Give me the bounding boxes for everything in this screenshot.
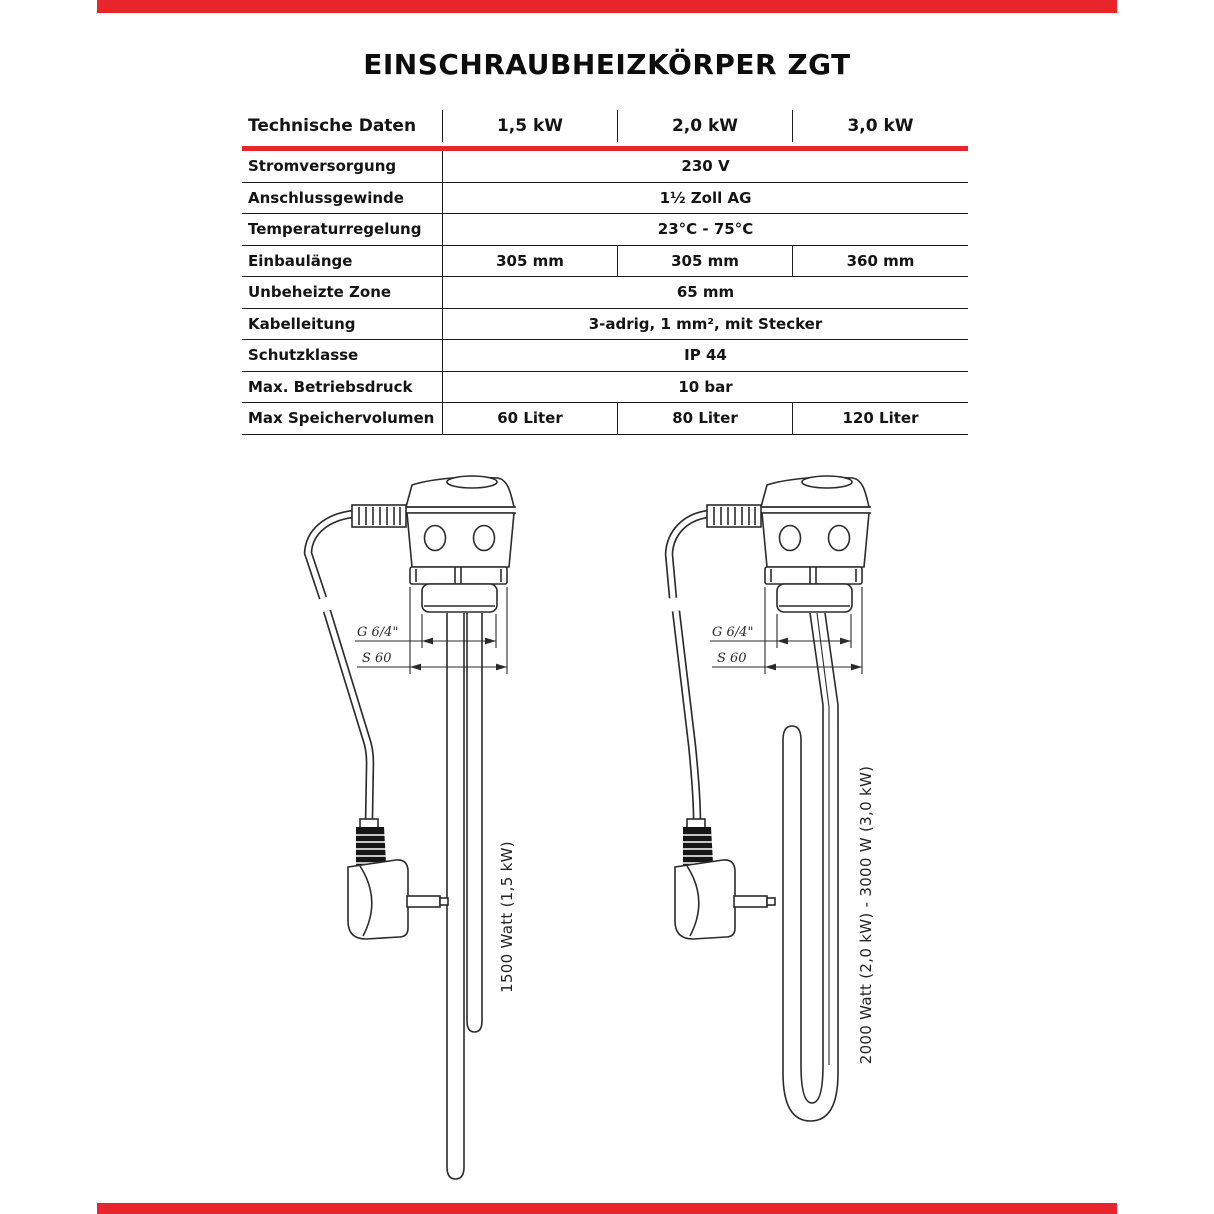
- header-2-0-kw: 2,0 kW: [618, 110, 793, 142]
- table-row: [242, 340, 968, 372]
- row-label: Schutzklasse: [242, 340, 443, 372]
- row-label: Max Speichervolumen: [242, 403, 443, 435]
- row-value: 3-adrig, 1 mm², mit Stecker: [443, 309, 968, 341]
- schuko-plug: [675, 860, 775, 939]
- caption-2000-3000-watt: 2000 Watt (2,0 kW) - 3000 W (3,0 kW): [857, 765, 875, 1065]
- row-value: 80 Liter: [618, 403, 793, 435]
- row-value: 360 mm: [793, 246, 968, 278]
- bottom-red-bar: [97, 1203, 1117, 1214]
- row-label: Kabelleitung: [242, 309, 443, 341]
- technical-data-table: [242, 110, 968, 435]
- row-value: 230 V: [443, 151, 968, 183]
- row-label: Temperaturregelung: [242, 214, 443, 246]
- row-value: IP 44: [443, 340, 968, 372]
- row-label: Max. Betriebsdruck: [242, 372, 443, 404]
- table-header-row: [242, 110, 968, 146]
- header-1-5-kw: 1,5 kW: [443, 110, 618, 142]
- row-value: 120 Liter: [793, 403, 968, 435]
- row-label: Anschlussgewinde: [242, 183, 443, 215]
- row-value: 65 mm: [443, 277, 968, 309]
- top-red-bar: [97, 0, 1117, 13]
- header-3-0-kw: 3,0 kW: [847, 115, 914, 136]
- power-cable: [669, 514, 708, 821]
- row-value: 23°C - 75°C: [443, 214, 968, 246]
- row-label: Stromversorgung: [242, 151, 443, 183]
- row-label: Unbeheizte Zone: [242, 277, 443, 309]
- row-value: 60 Liter: [443, 403, 618, 435]
- schuko-plug: [348, 860, 448, 939]
- table-row: [242, 151, 968, 183]
- row-value: 1½ Zoll AG: [443, 183, 968, 215]
- row-value: 305 mm: [443, 246, 618, 278]
- table-row: [242, 214, 968, 246]
- row-value: 10 bar: [443, 372, 968, 404]
- header-technische-daten: Technische Daten: [242, 110, 443, 142]
- table-row: [242, 403, 968, 435]
- page-title: EINSCHRAUBHEIZKÖRPER ZGT: [363, 48, 851, 81]
- table-row: [242, 277, 968, 309]
- drawing-heater-1-5kw: [300, 465, 600, 1205]
- heater-head: [707, 476, 871, 674]
- table-row: [242, 372, 968, 404]
- table-row: [242, 309, 968, 341]
- datasheet-page: EINSCHRAUBHEIZKÖRPER ZGT Technische Daten 1,5 kW 2,0 kW 3,0 kW Stromversorgung 230 V Anschlussgewinde 1½ Zoll AG Temperaturregelung 23°C - 75°C Einbaulänge 305 mm 305 mm 360 mm Unbeheizte Zone 65 mm Kabelleitung 3-adrig, 1 mm², mit Stecker Schutzklasse IP 44 Max. Betriebsdruck 10 bar Max Speichervolumen 60 Liter 80 Liter 120 Liter G 6/4" S 60 1500 Watt (1,5 kW) 2000 Watt (2,0 kW) - 3000 W (3,0 kW): [0, 0, 1214, 1214]
- row-value: 305 mm: [618, 246, 793, 278]
- row-label: Einbaulänge: [242, 246, 443, 278]
- caption-1500-watt: 1500 Watt (1,5 kW): [498, 841, 516, 993]
- table-row: [242, 183, 968, 215]
- heater-head: [352, 476, 516, 674]
- drawing-heater-2-3kw: [655, 465, 955, 1165]
- table-row: [242, 246, 968, 278]
